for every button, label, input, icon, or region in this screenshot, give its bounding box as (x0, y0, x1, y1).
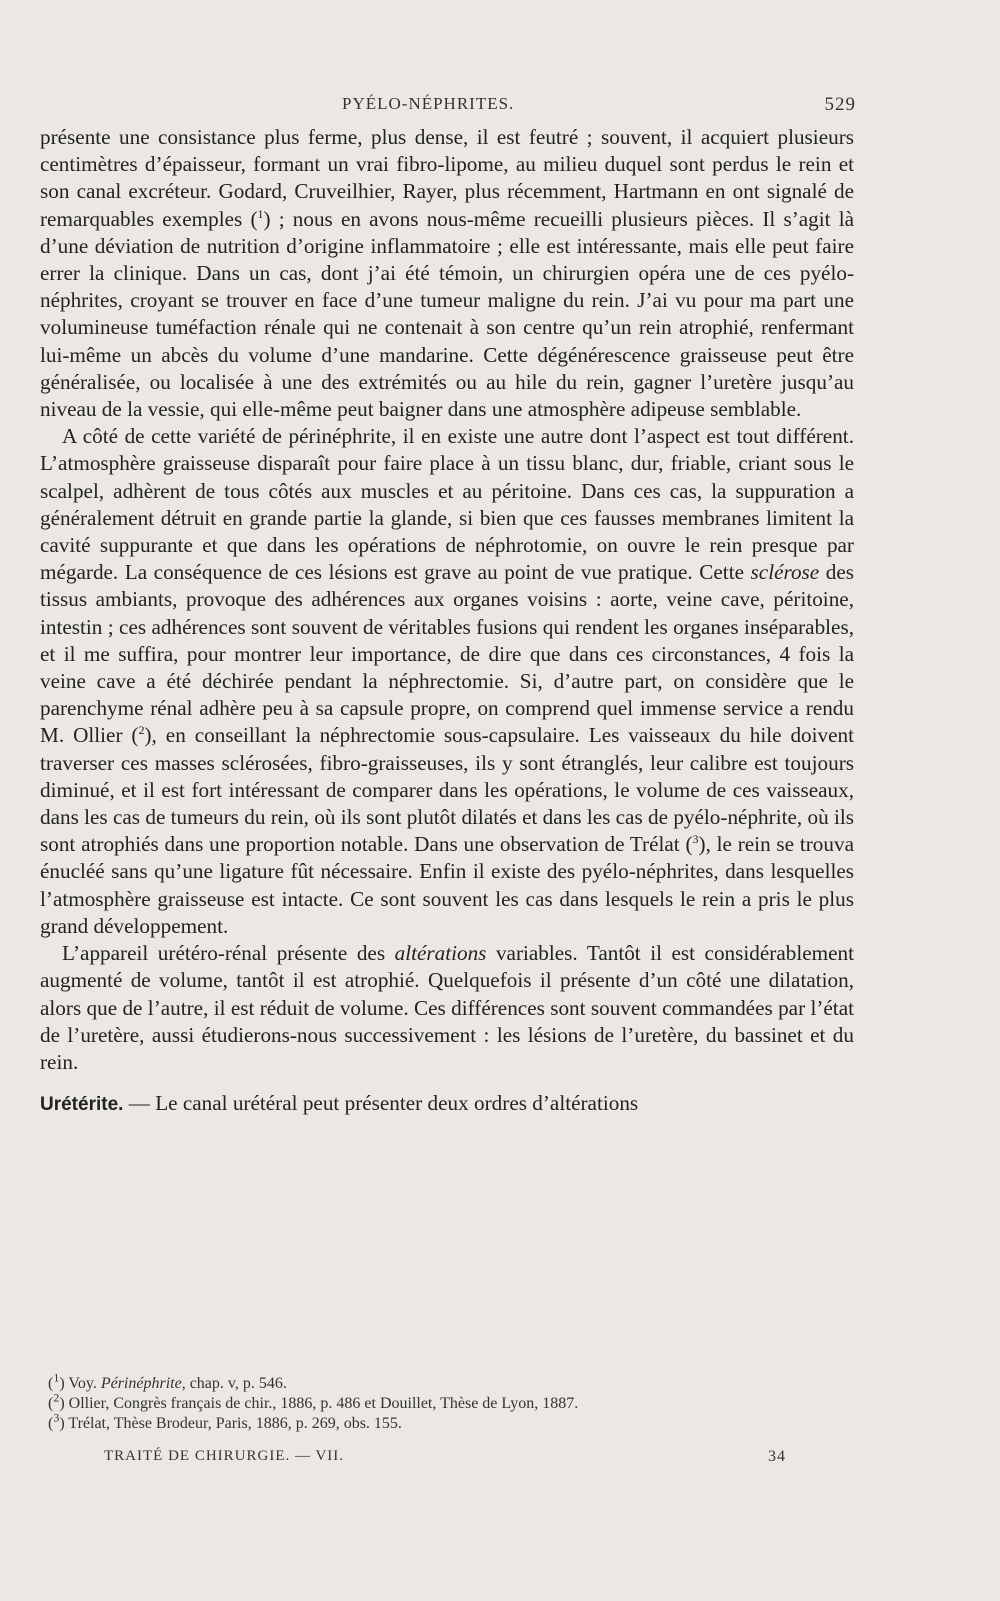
footnote-3 (48, 1410, 854, 1434)
italic-term: sclérose (750, 560, 820, 585)
text-run: ) Voy. (59, 1375, 101, 1392)
text-run: ) Ollier, Congrès français de chir., 1886, p. 486 et Douillet, Thèse de Lyon, 1887. (59, 1395, 579, 1412)
section-title: Urétérite. (40, 1094, 124, 1116)
italic-term: Périnéphrite (100, 1375, 182, 1392)
footnote-ref: 2 (53, 1390, 60, 1405)
footnote-ref: 3 (53, 1410, 60, 1425)
running-title: PYÉLO-NÉPHRITES. (342, 94, 515, 113)
text-run: L’appareil urétéro-rénal présente des (62, 941, 395, 966)
book-imprint: TRAITÉ DE CHIRURGIE. — VII. (104, 1448, 345, 1464)
text-run: ) Trélat, Thèse Brodeur, Paris, 1886, p. 269, obs. 155. (59, 1415, 402, 1432)
text-run: variables. Tantôt il est considérablement augmenté de volume, tantôt il est atrophié. Quelquefois il présente d’un côté une dilatation, alors que de l’autre, il est réduit de volume. Ces différences sont souvent commandées par l’état de l’uretère, aussi étudierons-nous successivement : les lésions de l’uretère, du bassinet et du rein. (40, 941, 854, 1074)
section-paragraph (40, 1090, 854, 1118)
body-text (40, 124, 854, 1118)
footnote-ref: 3 (692, 832, 699, 847)
paragraph-2 (40, 423, 854, 940)
footnote-1 (48, 1370, 854, 1394)
footnote-ref: 1 (53, 1370, 60, 1385)
footnote-ref: 1 (257, 206, 264, 221)
text-run: présente une consistance plus ferme, plus dense, il est feutré ; souvent, il acquiert plusieurs centimètres d’épaisseur, formant un vrai fibro-lipome, au milieu duquel sont perdus le rein et son canal excréteur. Godard, Cruveilhier, Rayer, plus récemment, Hartmann en ont signalé de remarquables exemples ( (40, 125, 854, 231)
text-run: ), le rein se trouva énucléé sans qu’une ligature fût nécessaire. Enfin il existe des pyélo-néphrites, dans lesquelles l’atmosphère graisseuse est intacte. Ce sont souvent les cas dans lesquels le rein a pris le plus grand développement. (40, 832, 854, 938)
text-run: ) ; nous en avons nous-même recueilli plusieurs pièces. Il s’agit là d’une déviation de nutrition d’origine inflammatoire ; elle est intéressante, mais elle peut faire errer la clinique. Dans un cas, dont j’ai été témoin, un chirurgien opéra une de ces pyélo-néphrites, croyant se trouver en face d’une tumeur maligne du rein. J’ai vu pour ma part une volumineuse tuméfaction rénale qui ne contenait à son centre qu’un rein atrophié, renfermant lui-même un abcès du volume d’une mandarine. Cette dégénérescence graisseuse peut être généralisée, ou localisée à une des extrémités ou au hile du rein, gagner l’uretère jusqu’au niveau de la vessie, qui elle-même peut baigner dans une atmosphère adipeuse semblable. (40, 206, 854, 422)
page-footer (0, 1448, 1000, 1472)
paragraph-3 (40, 940, 854, 1076)
italic-term: altérations (394, 941, 487, 966)
text-run: , chap. v, p. 546. (181, 1375, 287, 1392)
text-run: ( (48, 1415, 54, 1432)
text-run: A côté de cette variété de périnéphrite, il en existe une autre dont l’aspect est tout différent. L’atmosphère graisseuse disparaît pour faire place à un tissu blanc, dur, friable, criant sous le scalpel, adhèrent de tous côtés aux muscles et au péritoine. Dans ces cas, la suppuration a généralement détruit en grande partie la glande, si bien que ces fausses membranes limitent la cavité suppurante et que dans les opérations de néphrotomie, on ouvre le rein presque par mégarde. La conséquence de ces lésions est grave au point de vue pratique. Cette (40, 424, 854, 585)
paragraph-1 (40, 124, 854, 423)
signature-mark: 34 (768, 1448, 786, 1465)
footnotes (48, 1370, 854, 1434)
text-run: ( (48, 1395, 54, 1412)
page-number: 529 (824, 94, 856, 115)
text-run: des tissus ambiants, provoque des adhérences aux organes voisins : aorte, veine cave, péritoine, intestin ; ces adhérences sont souvent de véritables fusions qui rendent les organes inséparables, et il me suffira, pour montrer leur importance, de dire que dans ces circonstances, 4 fois la veine cave a été déchirée pendant la néphrectomie. Si, d’autre part, on considère que le parenchyme rénal adhère peu à sa capsule propre, on comprend quel immense service a rendu M. Ollier ( (40, 560, 854, 748)
text-run: ( (48, 1375, 54, 1392)
section-text: — Le canal urétéral peut présenter deux ordres d’altérations (123, 1091, 639, 1116)
footnote-ref: 2 (138, 723, 145, 738)
page-header (0, 92, 1000, 122)
footnote-2 (48, 1390, 854, 1414)
text-run: ), en conseillant la néphrectomie sous-capsulaire. Les vaisseaux du hile doivent traverser ces masses sclérosées, fibro-graisseuses, ils y sont étranglés, leur calibre est toujours diminué, et il est fort intéressant de comparer dans les opérations, le volume de ces vaisseaux, dans les cas de tumeurs du rein, où ils sont plutôt dilatés et dans les cas de pyélo-néphrite, où ils sont atrophiés dans une proportion notable. Dans une observation de Trélat ( (40, 723, 854, 857)
